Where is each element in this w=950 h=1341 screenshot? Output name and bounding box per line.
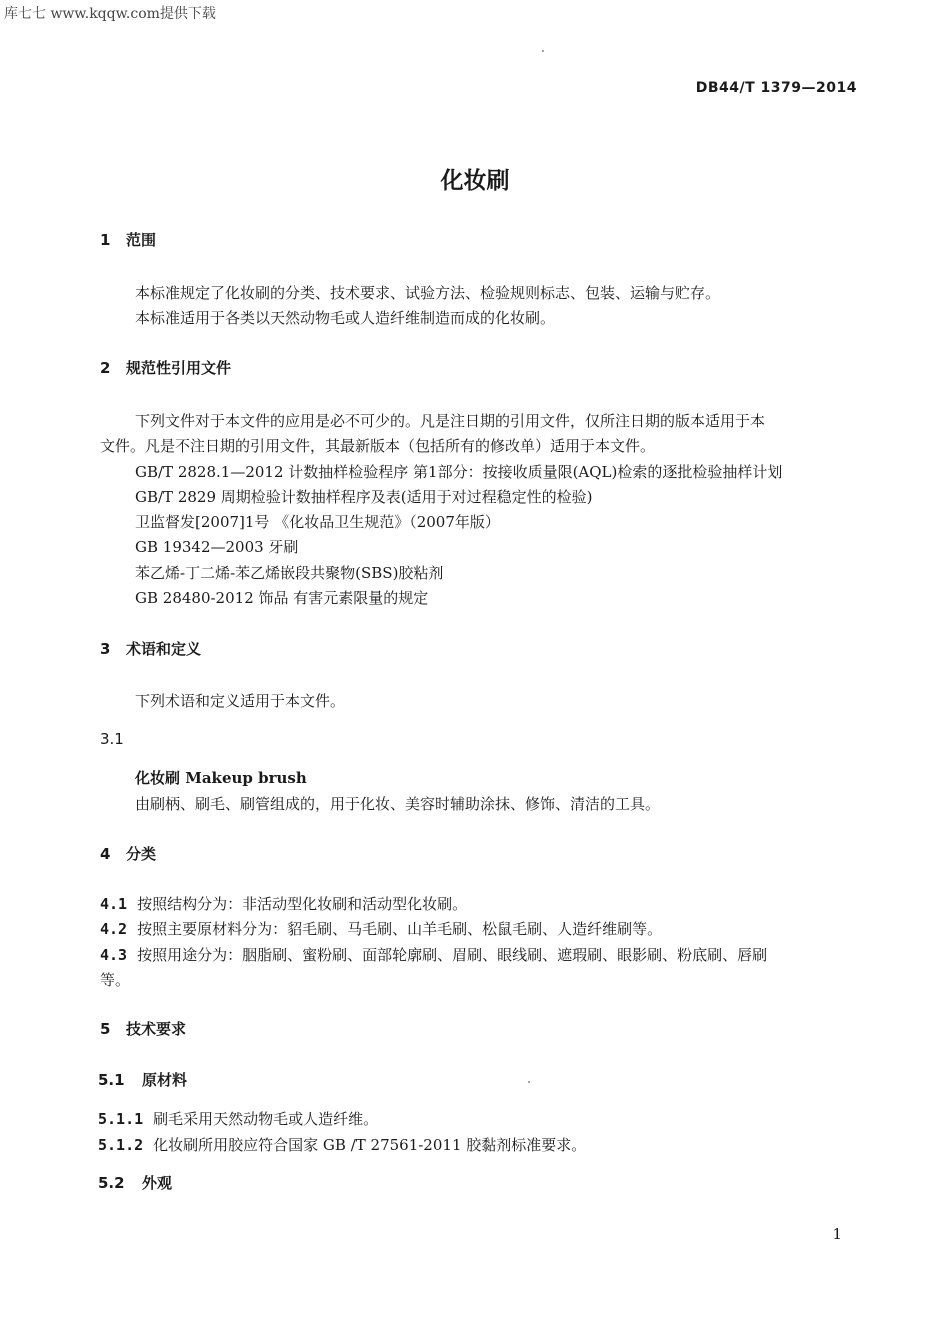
clause-number: 5.1.2 (98, 1136, 144, 1154)
clause-number: 5.1.1 (98, 1110, 144, 1128)
clause-number: 4.1 (100, 895, 128, 913)
subsection-title: 原材料 (142, 1071, 188, 1089)
section-number: 3 (100, 640, 111, 658)
paragraph: 下列术语和定义适用于本文件。 (135, 692, 346, 710)
clause-4-2 (100, 918, 662, 939)
section-title: 范围 (126, 231, 157, 249)
subsection-number: 5.2 (98, 1174, 125, 1192)
section-number: 5 (100, 1020, 111, 1038)
document-title: 化妆刷 (440, 168, 510, 194)
reference-item: GB 28480-2012 饰品 有害元素限量的规定 (135, 589, 429, 607)
reference-item: GB/T 2829 周期检验计数抽样程序及表(适用于对过程稳定性的检验) (135, 488, 593, 506)
subsection-5-2-heading (98, 1172, 172, 1193)
paragraph-line: 文件。凡是不注日期的引用文件，其最新版本（包括所有的修改单）适用于本文件。 (100, 437, 656, 455)
paragraph: 本标准适用于各类以天然动物毛或人造纤维制造而成的化妆刷。 (135, 309, 556, 327)
section-number: 4 (100, 845, 111, 863)
section-5-heading (100, 1018, 186, 1039)
clause-number: 4.2 (100, 920, 128, 938)
reference-item: 卫监督发[2007]1号 《化妆品卫生规范》（2007年版） (135, 513, 500, 531)
clause-text: 化妆刷所用胶应符合国家 GB /T 27561-2011 胶黏剂标准要求。 (153, 1136, 587, 1154)
section-title: 规范性引用文件 (126, 359, 232, 377)
paragraph-line: 下列文件对于本文件的应用是必不可少的。凡是注日期的引用文件，仅所注日期的版本适用于本 (135, 412, 766, 430)
reference-item: GB 19342—2003 牙刷 (135, 538, 299, 556)
clause-4-1 (100, 893, 467, 914)
reference-item: GB/T 2828.1—2012 计数抽样检验程序 第1部分：按接收质量限(AQL)检索的逐批检验抽样计划 (135, 463, 783, 481)
clause-number: 4.3 (100, 946, 128, 964)
subsection-number: 5.1 (98, 1071, 125, 1089)
section-2-heading (100, 357, 231, 378)
page-number: 1 (832, 1225, 842, 1243)
section-title: 分类 (126, 845, 157, 863)
watermark: 库七七 www.kqqw.com提供下载 (4, 6, 216, 22)
section-1-heading (100, 229, 156, 250)
scan-speck (542, 50, 544, 52)
section-number: 1 (100, 231, 111, 249)
clause-5-1-1 (98, 1108, 378, 1129)
reference-item: 苯乙烯-丁二烯-苯乙烯嵌段共聚物(SBS)胶粘剂 (135, 564, 444, 582)
clause-5-1-2 (98, 1134, 586, 1155)
section-4-heading (100, 843, 156, 864)
subsection-title: 外观 (142, 1174, 173, 1192)
document-number: DB44/T 1379—2014 (695, 80, 857, 96)
clause-text: 按照结构分为：非活动型化妆刷和活动型化妆刷。 (137, 895, 468, 913)
clause-continuation: 等。 (100, 971, 131, 989)
paragraph: 本标准规定了化妆刷的分类、技术要求、试验方法、检验规则标志、包装、运输与贮存。 (135, 284, 721, 302)
section-title: 技术要求 (126, 1020, 187, 1038)
section-title: 术语和定义 (126, 640, 202, 658)
clause-text: 刷毛采用天然动物毛或人造纤维。 (153, 1110, 379, 1128)
subsection-5-1-heading (98, 1069, 187, 1090)
section-number: 2 (100, 359, 111, 377)
clause-4-3 (100, 944, 767, 965)
scan-speck (528, 1081, 530, 1083)
section-3-heading (100, 638, 201, 659)
term-entry: 化妆刷 Makeup brush (135, 769, 307, 787)
clause-text: 按照用途分为：胭脂刷、蜜粉刷、面部轮廓刷、眉刷、眼线刷、遮瑕刷、眼影刷、粉底刷、唇刷 (137, 946, 768, 964)
term-definition: 由刷柄、刷毛、刷管组成的，用于化妆、美容时辅助涂抹、修饰、清洁的工具。 (135, 795, 661, 813)
clause-text: 按照主要原材料分为：貂毛刷、马毛刷、山羊毛刷、松鼠毛刷、人造纤维刷等。 (137, 920, 663, 938)
subsection-number: 3.1 (100, 730, 124, 748)
